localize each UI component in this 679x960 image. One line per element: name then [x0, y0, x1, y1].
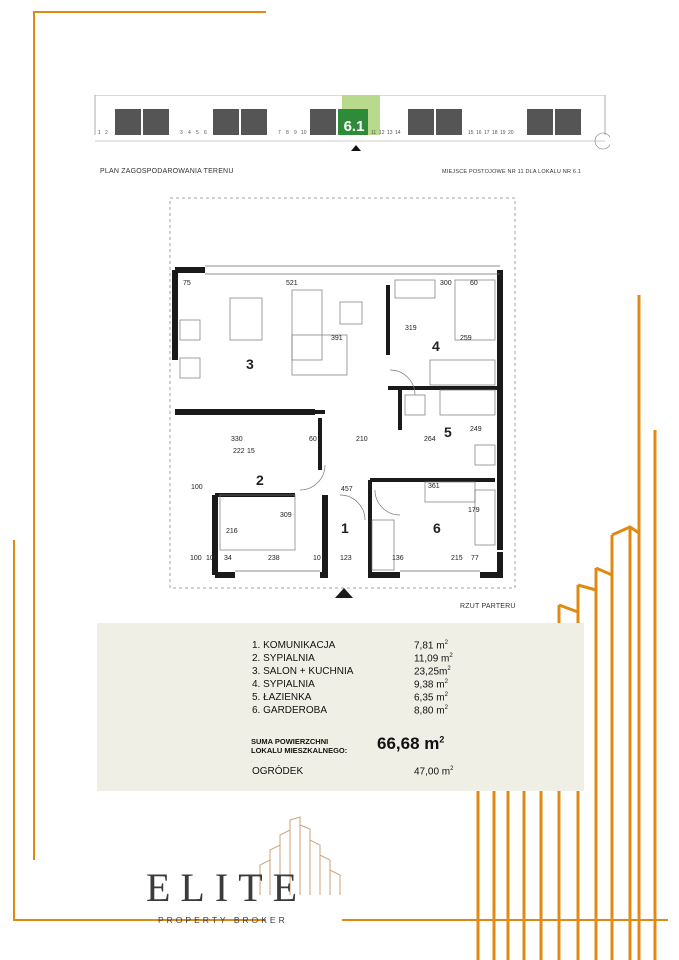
parking-number: 12 [379, 130, 385, 136]
dimension-label: 100 [206, 555, 218, 562]
unit-sup: 2 [444, 692, 448, 698]
summary-label-line2: LOKALU MIESZKALNEGO: [251, 746, 348, 755]
parking-number: 11 [371, 130, 377, 136]
dimension-label: 361 [428, 483, 440, 490]
unit-sup: 2 [444, 679, 448, 685]
dimension-label: 136 [392, 555, 404, 562]
room-name: 4. SYPIALNIA [252, 679, 315, 690]
summary-label-line1: SUMA POWIERZCHNI [251, 737, 329, 746]
unit-sup: 2 [449, 653, 453, 659]
dimension-label: 34 [224, 555, 232, 562]
room-name: 2. SYPIALNIA [252, 653, 315, 664]
dimension-label: 77 [471, 555, 479, 562]
dimension-label: 100 [190, 555, 202, 562]
parking-number: 19 [500, 130, 506, 136]
summary-label [251, 737, 347, 755]
room-name: 6. GARDEROBA [252, 705, 328, 716]
parking-number: 18 [492, 130, 498, 136]
room-name: 1. KOMUNIKACJA [252, 640, 336, 651]
parking-number: 14 [395, 130, 401, 136]
dimension-label: 179 [468, 507, 480, 514]
room-number: 5 [444, 424, 452, 440]
unit-label: 6.1 [343, 118, 365, 135]
dimension-label: 60 [309, 436, 317, 443]
unit-sup: 2 [447, 666, 451, 672]
logo-subtitle: PROPERTY BROKER [158, 915, 288, 925]
dimension-label: 60 [470, 280, 478, 287]
dimension-label: 319 [405, 325, 417, 332]
parking-number: 2 [105, 130, 108, 136]
room-number: 4 [432, 338, 440, 354]
dimension-label: 10 [313, 555, 321, 562]
dimension-label: 330 [231, 436, 243, 443]
room-area: 7,81 m [414, 640, 445, 652]
parking-numbers [98, 130, 538, 138]
room-number: 6 [433, 520, 441, 536]
dimension-label: 222 [233, 448, 245, 455]
dimension-label: 75 [183, 280, 191, 287]
summary-value [377, 734, 444, 754]
parking-number: 9 [294, 130, 297, 136]
room-number: 2 [256, 472, 264, 488]
floor-plan-caption: RZUT PARTERU [460, 603, 516, 610]
parking-number: 6 [204, 130, 207, 136]
dimension-label: 264 [424, 436, 436, 443]
dimension-label: 100 [191, 484, 203, 491]
room-area: 8,80 m [414, 705, 445, 717]
dimension-label: 123 [340, 555, 352, 562]
room-name: 3. SALON + KUCHNIA [252, 666, 354, 677]
parking-number: 15 [468, 130, 474, 136]
unit-sup: 2 [450, 766, 454, 772]
floor-plan [160, 190, 520, 600]
dimension-label: 15 [247, 448, 255, 455]
parking-number: 10 [301, 130, 307, 136]
room-number: 3 [246, 356, 254, 372]
parking-number: 4 [188, 130, 191, 136]
area-panel [97, 623, 584, 791]
unit-sup: 2 [444, 705, 448, 711]
dimension-label: 259 [460, 335, 472, 342]
room-name: 5. ŁAZIENKA [252, 692, 312, 703]
parking-number: 8 [286, 130, 289, 136]
dimension-label: 249 [470, 426, 482, 433]
dimension-label: 216 [226, 528, 238, 535]
room-area: 6,35 m [414, 692, 445, 704]
parking-number: 13 [387, 130, 393, 136]
logo-wordmark: ELITE [146, 865, 308, 910]
room-area: 9,38 m [414, 679, 445, 691]
dimension-label: 210 [356, 436, 368, 443]
parking-number: 1 [98, 130, 101, 136]
dimension-label: 457 [341, 486, 353, 493]
room-area: 23,25m [414, 666, 448, 678]
parking-number: 7 [278, 130, 281, 136]
summary-unit-sup: 2 [439, 734, 445, 745]
unit-sup: 2 [444, 640, 448, 646]
dimension-label: 300 [440, 280, 452, 287]
dimension-label: 215 [451, 555, 463, 562]
room-number: 1 [341, 520, 349, 536]
site-plan-caption: PLAN ZAGOSPODAROWANIA TERENU [100, 168, 234, 175]
garden-area: 47,00 m [414, 766, 451, 778]
dimension-label: 521 [286, 280, 298, 287]
parking-number: 17 [484, 130, 490, 136]
dimension-label: 238 [268, 555, 280, 562]
parking-number: 16 [476, 130, 482, 136]
summary-value-number: 66,68 m [377, 734, 440, 753]
parking-note: MIEJSCE POSTOJOWE NR 11 DLA LOKALU NR 6.1 [442, 169, 582, 175]
garden-label: OGRÓDEK [252, 766, 304, 777]
parking-number: 3 [180, 130, 183, 136]
dimension-label: 309 [280, 512, 292, 519]
room-area: 11,09 m [414, 653, 450, 665]
dimension-label: 391 [331, 335, 343, 342]
parking-number: 5 [196, 130, 199, 136]
parking-number: 20 [508, 130, 514, 136]
